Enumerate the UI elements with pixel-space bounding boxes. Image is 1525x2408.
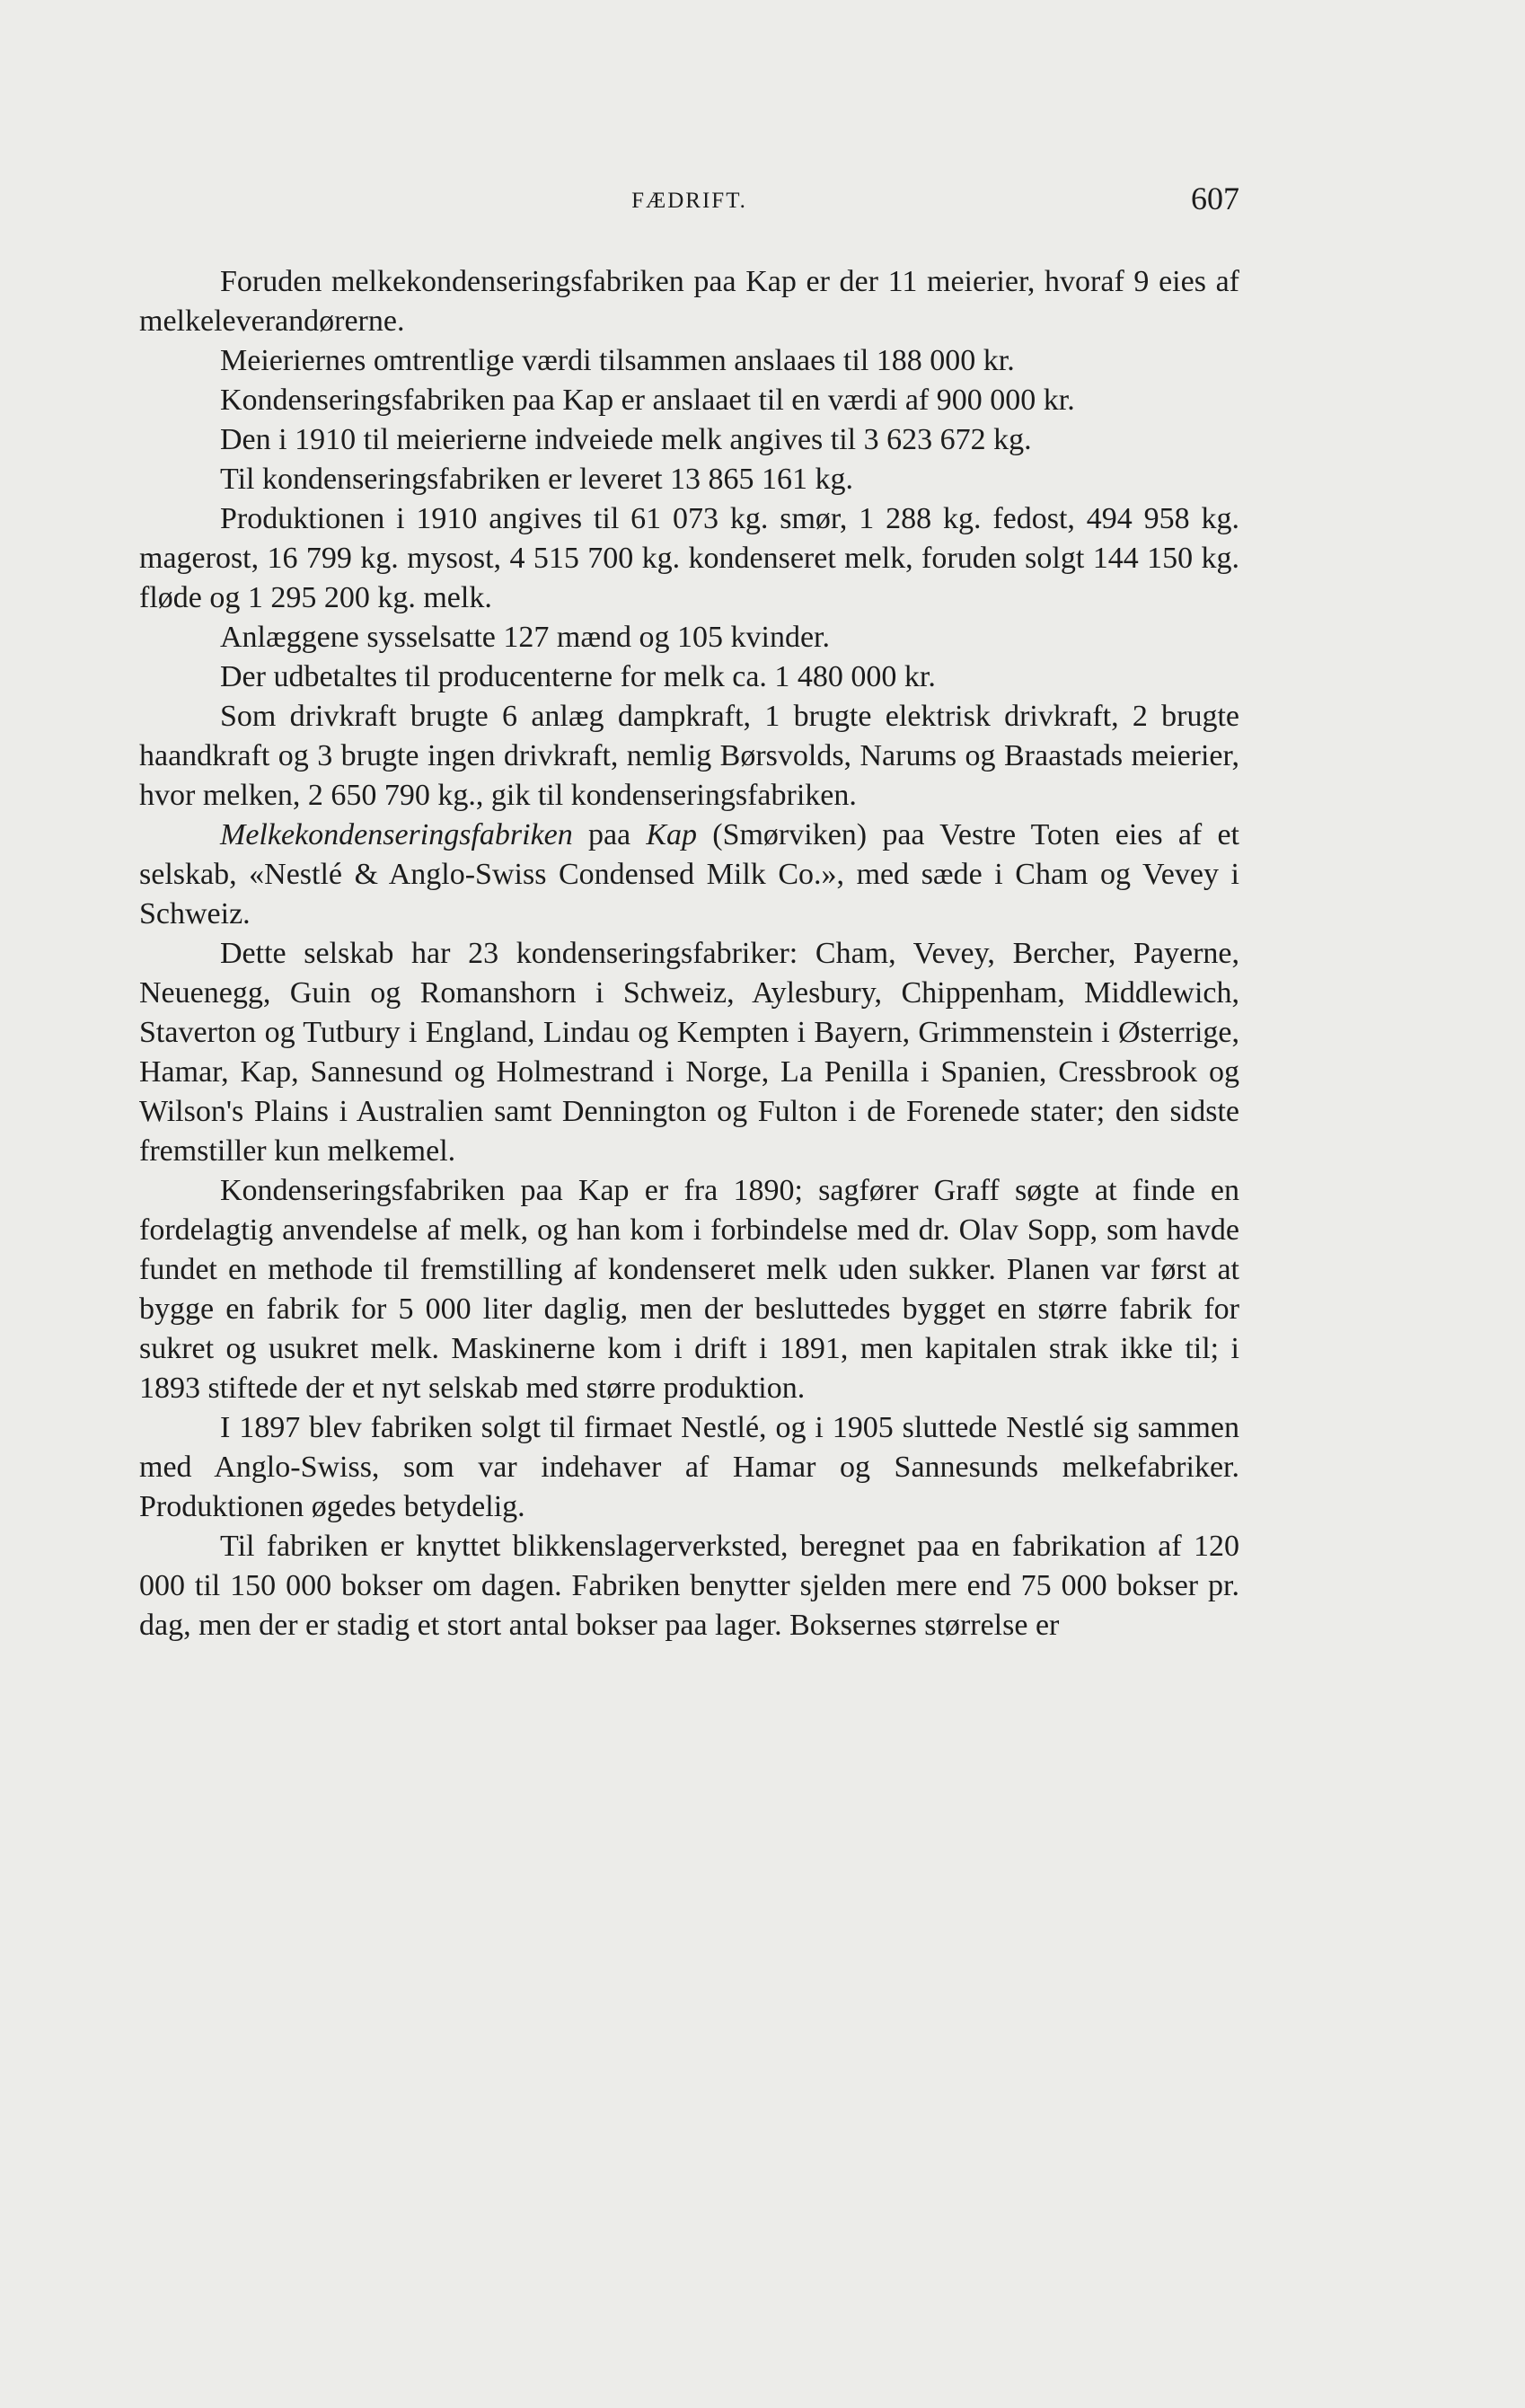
page-header (139, 176, 1239, 230)
paragraph-kondenseringsfabriken-vaerdi: Kondenseringsfabriken paa Kap er anslaaet til en værdi af 900 000 kr. (220, 384, 1075, 417)
paragraph-1897: I 1897 blev fabriken solgt til firmaet Nestlé, og i 1905 sluttede Nestlé sig sammen med Anglo-Swiss, som var indehaver af Hamar og Sannesunds melkefabriker. Produktionen øgedes betydelig. (139, 1411, 1239, 1523)
paragraph-melkekondenseringsfabriken (139, 816, 1239, 934)
paragraph-udbetaltes: Der udbetaltes til producenterne for melk ca. 1 480 000 kr. (220, 660, 936, 693)
body-text (139, 262, 1239, 1645)
paragraph-produktionen: Produktionen i 1910 angives til 61 073 kg. smør, 1 288 kg. fedost, 494 958 kg. magerost, 16 799 kg. mysost, 4 515 700 kg. kondenseret melk, foruden solgt 144 150 kg. fløde og 1 295 200 kg. melk. (139, 502, 1239, 614)
paragraph-meieriernes-vaerdi: Meieriernes omtrentlige værdi tilsammen anslaaes til 188 000 kr. (220, 344, 1015, 377)
running-title: FÆDRIFT. (631, 189, 747, 213)
paragraph-kap-1890: Kondenseringsfabriken paa Kap er fra 1890; sagfører Graff søgte at finde en fordelagtig anvendelse af melk, og han kom i forbindelse med dr. Olav Sopp, som havde fundet en methode til fremstilling af kondenseret melk uden sukker. Planen var først at bygge en fabrik for 5 000 liter daglig, men der besluttedes bygget en større fabrik for sukret og usukret melk. Maskinerne kom i drift i 1891, men kapitalen strak ikke til; i 1893 stiftede der et nyt selskab med større produktion. (139, 1174, 1239, 1405)
italic-place: Kap (646, 818, 698, 851)
paragraph-drivkraft: Som drivkraft brugte 6 anlæg dampkraft, 1 brugte elektrisk drivkraft, 2 brugte haandkraft og 3 brugte ingen drivkraft, nemlig Børsvolds, Narums og Braastads meierier, hvor melken, 2 650 790 kg., gik til kondenseringsfabriken. (139, 700, 1239, 812)
text-segment: (Smørviken) paa Vestre Toten eies af et selskab, «Nestlé & Anglo-Swiss Condensed Milk Co.», med sæde i Cham og Vevey i Schweiz. (139, 818, 1239, 931)
paragraph-selskab-fabriker: Dette selskab har 23 kondenseringsfabriker: Cham, Vevey, Bercher, Payerne, Neuenegg, Guin og Romanshorn i Schweiz, Aylesbury, Chippenham, Middlewich, Staverton og Tutbury i England, Lindau og Kempten i Bayern, Grimmenstein i Østerrige, Hamar, Kap, Sannesund og Holmestrand i Norge, La Penilla i Spanien, Cressbrook og Wilson's Plains i Australien samt Dennington og Fulton i de Forenede stater; den sidste fremstiller kun melkemel. (139, 937, 1239, 1168)
paragraph-anlaeggene: Anlæggene sysselsatte 127 mænd og 105 kvinder. (220, 621, 831, 654)
page-number: 607 (1191, 181, 1239, 216)
italic-term: Melkekondenseringsfabriken (220, 818, 573, 851)
paragraph-indveiede-melk: Den i 1910 til meierierne indveiede melk angives til 3 623 672 kg. (220, 423, 1032, 456)
paragraph-leveret: Til kondenseringsfabriken er leveret 13 865 161 kg. (220, 463, 854, 496)
paragraph-foruden: Foruden melkekondenseringsfabriken paa Kap er der 11 meierier, hvoraf 9 eies af melkeleverandørerne. (139, 265, 1239, 338)
text-segment: paa (572, 818, 647, 851)
paragraph-blikkenslager: Til fabriken er knyttet blikkenslagerverksted, beregnet paa en fabrikation af 120 000 til 150 000 bokser om dagen. Fabriken benytter sjelden mere end 75 000 bokser pr. dag, men der er stadig et stort antal bokser paa lager. Boksernes størrelse er (139, 1530, 1239, 1642)
